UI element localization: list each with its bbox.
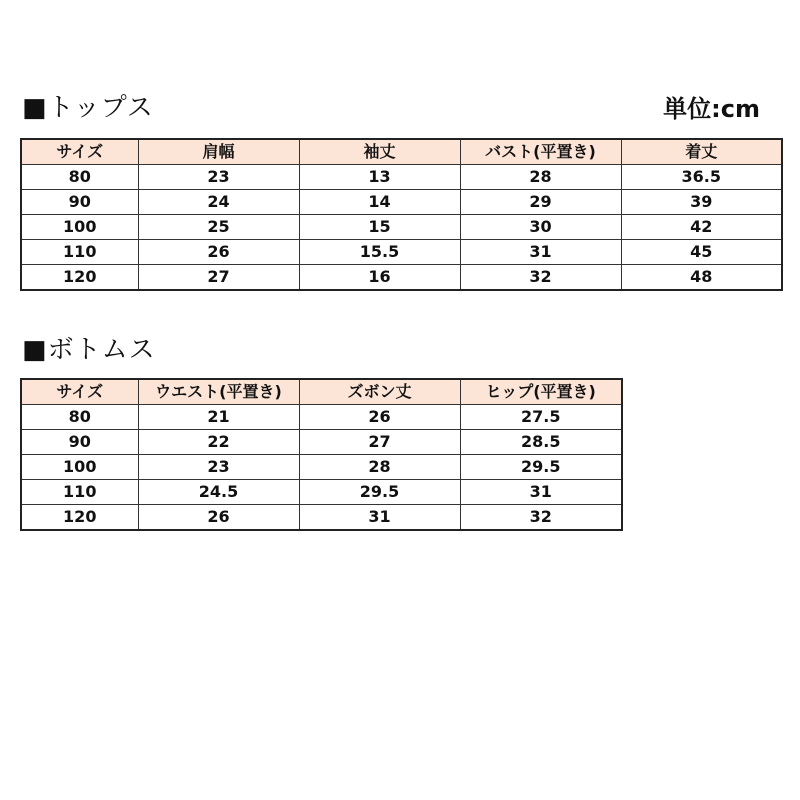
table-cell: 90 bbox=[21, 190, 138, 215]
table-cell: 15.5 bbox=[299, 240, 460, 265]
table-cell: 29.5 bbox=[460, 455, 622, 480]
table-cell: 26 bbox=[299, 405, 460, 430]
table-cell: 22 bbox=[138, 430, 299, 455]
table-header-row bbox=[21, 379, 622, 405]
column-header: 袖丈 bbox=[299, 139, 460, 165]
table-cell: 28 bbox=[299, 455, 460, 480]
table-row bbox=[21, 480, 622, 505]
table-row bbox=[21, 190, 782, 215]
table-cell: 110 bbox=[21, 240, 138, 265]
table-cell: 31 bbox=[460, 480, 622, 505]
table-cell: 32 bbox=[460, 265, 621, 291]
table-cell: 14 bbox=[299, 190, 460, 215]
table-cell: 120 bbox=[21, 265, 138, 291]
table-cell: 16 bbox=[299, 265, 460, 291]
table-row bbox=[21, 455, 622, 480]
table-cell: 31 bbox=[299, 505, 460, 531]
table-row bbox=[21, 215, 782, 240]
table-cell: 28 bbox=[460, 165, 621, 190]
bottoms-section-title: ■ボトムス bbox=[22, 335, 156, 365]
column-header: 肩幅 bbox=[138, 139, 299, 165]
table-cell: 39 bbox=[621, 190, 782, 215]
table-row bbox=[21, 505, 622, 531]
table-row bbox=[21, 165, 782, 190]
table-cell: 15 bbox=[299, 215, 460, 240]
table-cell: 27 bbox=[299, 430, 460, 455]
table-cell: 36.5 bbox=[621, 165, 782, 190]
table-row bbox=[21, 430, 622, 455]
table-cell: 80 bbox=[21, 165, 138, 190]
table-cell: 100 bbox=[21, 455, 138, 480]
table-cell: 24.5 bbox=[138, 480, 299, 505]
table-cell: 29 bbox=[460, 190, 621, 215]
table-cell: 27 bbox=[138, 265, 299, 291]
column-header: ズボン丈 bbox=[299, 379, 460, 405]
table-row bbox=[21, 240, 782, 265]
table-cell: 26 bbox=[138, 505, 299, 531]
column-header: ウエスト(平置き) bbox=[138, 379, 299, 405]
table-cell: 30 bbox=[460, 215, 621, 240]
table-cell: 27.5 bbox=[460, 405, 622, 430]
column-header: ヒップ(平置き) bbox=[460, 379, 622, 405]
column-header: サイズ bbox=[21, 139, 138, 165]
tops-size-table bbox=[20, 138, 783, 291]
table-cell: 100 bbox=[21, 215, 138, 240]
table-cell: 48 bbox=[621, 265, 782, 291]
table-row bbox=[21, 405, 622, 430]
table-cell: 24 bbox=[138, 190, 299, 215]
tops-section-title: ■トップス bbox=[22, 93, 154, 123]
table-cell: 80 bbox=[21, 405, 138, 430]
table-cell: 13 bbox=[299, 165, 460, 190]
table-cell: 28.5 bbox=[460, 430, 622, 455]
table-cell: 120 bbox=[21, 505, 138, 531]
table-header-row bbox=[21, 139, 782, 165]
table-cell: 29.5 bbox=[299, 480, 460, 505]
table-cell: 23 bbox=[138, 165, 299, 190]
table-cell: 21 bbox=[138, 405, 299, 430]
table-cell: 110 bbox=[21, 480, 138, 505]
table-cell: 90 bbox=[21, 430, 138, 455]
table-cell: 45 bbox=[621, 240, 782, 265]
table-cell: 25 bbox=[138, 215, 299, 240]
table-cell: 32 bbox=[460, 505, 622, 531]
table-cell: 26 bbox=[138, 240, 299, 265]
table-cell: 42 bbox=[621, 215, 782, 240]
column-header: 着丈 bbox=[621, 139, 782, 165]
column-header: サイズ bbox=[21, 379, 138, 405]
column-header: バスト(平置き) bbox=[460, 139, 621, 165]
table-row bbox=[21, 265, 782, 291]
table-cell: 23 bbox=[138, 455, 299, 480]
unit-label: 単位:cm bbox=[663, 95, 760, 123]
bottoms-size-table bbox=[20, 378, 623, 531]
table-cell: 31 bbox=[460, 240, 621, 265]
